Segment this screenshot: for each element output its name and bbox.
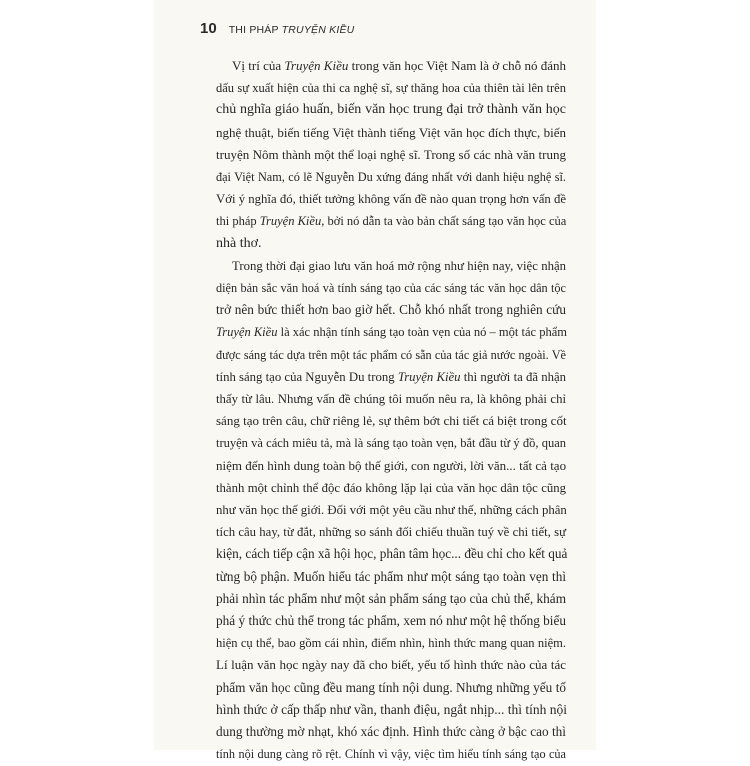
text-line: thấy từ lâu. Nhưng vấn đề chúng tôi muốn nêu ra, là không phải chỉ: [216, 392, 566, 407]
text-line: truyện Nôm thành một thể loại nghệ sĩ. Trong số các nhà văn trung: [216, 146, 566, 162]
text-line: từng bộ phận. Muốn hiểu tác phẩm như một sáng tạo toàn vẹn thì: [216, 568, 566, 584]
book-page: [154, 0, 596, 762]
text-line: kiện, cách tiếp cận xã hội học, phân tâm học... đều chỉ cho kết quả: [216, 546, 568, 562]
paragraph-2: [200, 255, 566, 766]
text-line: dấu sự xuất hiện của thi ca nghệ sĩ, sự thăng hoa của thiên tài lên trên: [216, 81, 566, 96]
page-number: 10: [200, 20, 217, 37]
page-header: [200, 20, 596, 37]
text-line: niệm đến hình dung toàn bộ thế giới, con người, lời văn... tất cả tạo: [216, 457, 567, 473]
text-line: phẩm văn học cũng đều mang tính nội dung. Nhưng những yếu tố: [216, 679, 566, 695]
text-line: diện bản sắc văn hoá và tính sáng tạo của các sáng tác văn học dân tộc: [216, 281, 566, 296]
text-line: Lí luận văn học ngày nay đã cho biết, yếu tố hình thức nào của tác: [216, 657, 566, 673]
book-title-italic: Truyện Kiều: [216, 325, 278, 340]
book-title-italic: Truyện Kiều: [284, 58, 349, 73]
text-line: truyện và cách miêu tả, mà là sáng tạo toàn vẹn, bắt đầu từ ý đồ, quan: [216, 436, 566, 451]
text-line: nghệ thuật, biến tiếng Việt thành tiếng Việt văn học đích thực, biến: [216, 124, 566, 140]
text-line: thi pháp Truyện Kiều, bởi nó dẫn ta vào bản chất sáng tạo văn học của: [216, 214, 567, 229]
text-line: tính nội dung càng rõ rệt. Chính vì vậy, việc tìm hiểu tính sáng tạo của: [216, 747, 566, 762]
text-line: sáng tạo trên câu, chữ riêng lẻ, sự thêm bớt chi tiết cá biệt trong cốt: [216, 413, 567, 429]
text-line: hiện cụ thể, bao gồm cái nhìn, điểm nhìn, hình thức mang quan niệm.: [216, 636, 566, 651]
text-line: dung thường mờ nhạt, khó xác định. Hình thức càng ở bậc cao thì: [216, 724, 566, 740]
text-line: Truyện Kiều là xác nhận tính sáng tạo toàn vẹn của nó – một tác phẩm: [216, 325, 567, 340]
text-line: tích câu hay, từ đắt, những so sánh đối chiếu thuần tuý về chi tiết, sự: [216, 525, 566, 540]
text-line: như văn học thế giới. Đối với một yêu cầu như thế, những cách phân: [216, 503, 567, 518]
body-text: [200, 55, 566, 766]
text-line: chủ nghĩa giáo huấn, biến văn học trung đại trở thành văn học: [216, 102, 566, 118]
text-line: thành một chỉnh thể độc đáo không lặp lại của văn học dân tộc cũng: [216, 480, 566, 495]
book-title-italic: Truyện Kiều: [397, 369, 461, 384]
text-line: được sáng tác dựa trên một tác phẩm có sẵn của tác giả nước ngoài. Về: [216, 347, 566, 362]
text-line: phá ý thức chủ thể trong tác phẩm, xem nó như một hệ thống biểu: [216, 613, 566, 629]
text-line: đại Việt Nam, có lẽ Nguyễn Du xứng đáng nhất với danh hiệu nghệ sĩ.: [216, 170, 566, 185]
text-line: Trong thời đại giao lưu văn hoá mở rộng như hiện nay, việc nhận: [232, 258, 566, 273]
paragraph-1: [200, 55, 566, 255]
text-line: nhà thơ.: [216, 235, 262, 251]
text-line: tính sáng tạo của Nguyễn Du trong Truyện Kiều thì người ta đã nhận: [216, 369, 567, 384]
running-head-book-title: TRUYỆN KIỀU: [281, 24, 355, 36]
book-title-italic: Truyện Kiều: [259, 214, 322, 229]
text-line: Vị trí của Truyện Kiều trong văn học Việt Nam là ở chỗ nó đánh: [232, 58, 566, 73]
running-head: [229, 24, 355, 36]
text-line: hình thức ở cấp thấp như vần, thanh điệu, ngắt nhịp... thì tính nội: [216, 701, 567, 717]
text-line: phải nhìn tác phẩm như một sản phẩm sáng tạo của chủ thể, khám: [216, 590, 566, 606]
running-head-prefix: THI PHÁP: [228, 24, 282, 36]
text-line: Với ý nghĩa đó, thiết tưởng không vấn đề nào quan trọng hơn vấn đề: [216, 192, 566, 207]
text-line: trở nên bức thiết hơn bao giờ hết. Chỗ khó nhất trong nghiên cứu: [216, 302, 566, 318]
